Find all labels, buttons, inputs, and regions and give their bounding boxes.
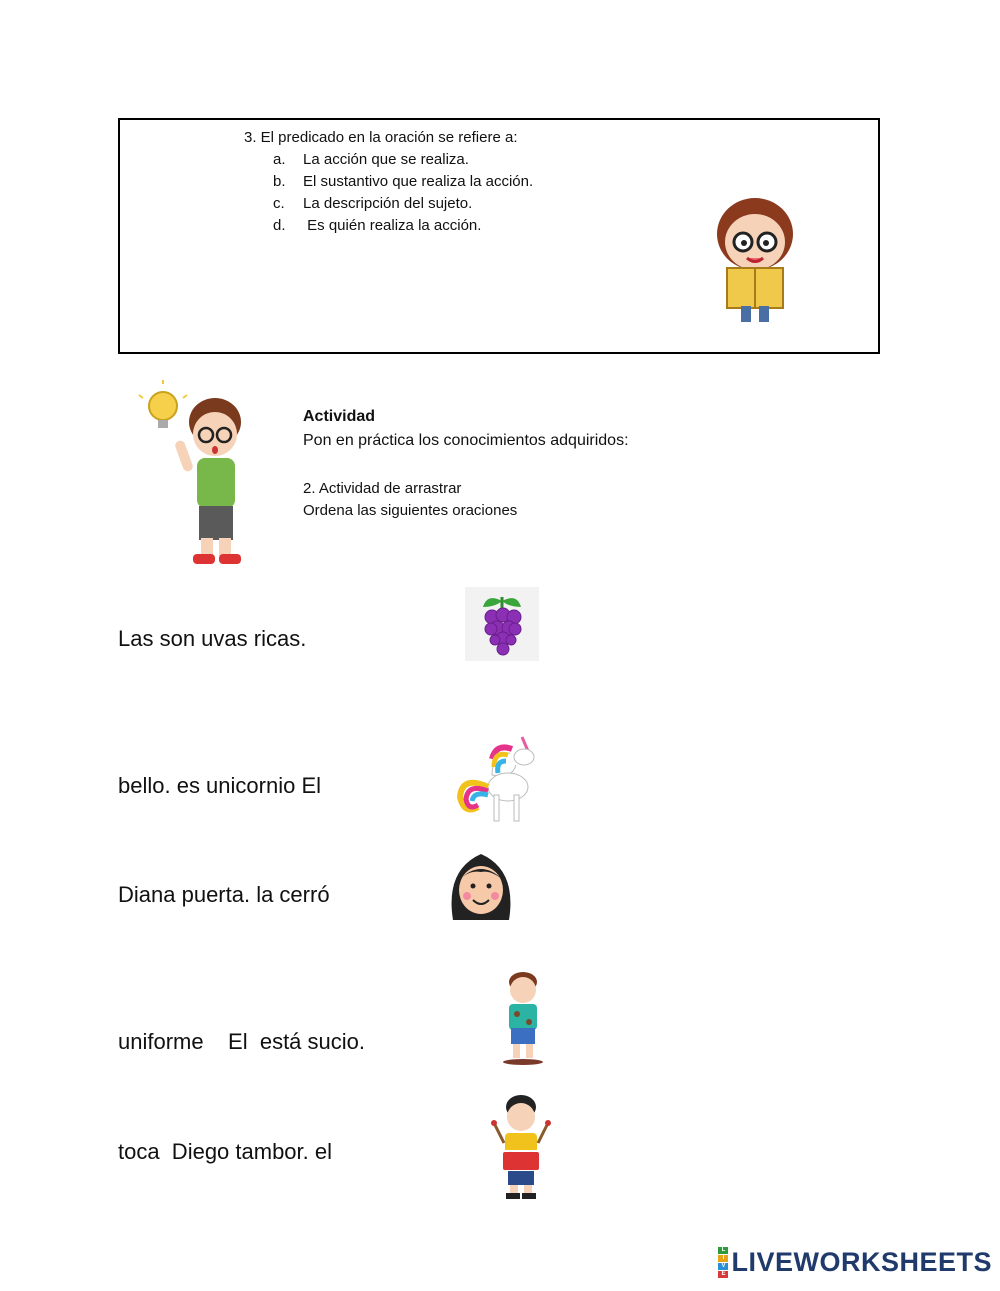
- dirty-boy-image: [493, 970, 553, 1066]
- option-b[interactable]: [273, 173, 533, 190]
- option-letter: a.: [273, 151, 286, 168]
- activity-subtitle: 2. Actividad de arrastrar: [303, 480, 462, 497]
- badge-letter: V: [718, 1263, 728, 1270]
- option-text: La acción que se realiza.: [303, 151, 469, 168]
- sentence-2[interactable]: bello. es unicornio El: [118, 773, 322, 798]
- question-title: 3. El predicado en la oración se refiere a:: [244, 129, 518, 146]
- girl-face-image: [445, 850, 517, 922]
- reading-boy-image: [705, 190, 805, 326]
- badge-letter: L: [718, 1247, 728, 1254]
- liveworksheets-logo: [718, 1247, 992, 1277]
- badge-letter: I: [718, 1255, 728, 1262]
- activity-instruction: Ordena las siguientes oraciones: [303, 502, 518, 519]
- live-badge: [718, 1246, 728, 1278]
- option-d[interactable]: [273, 217, 481, 234]
- sentence-1[interactable]: Las son uvas ricas.: [118, 626, 307, 651]
- logo-text: LIVEWORKSHEETS: [731, 1246, 992, 1277]
- option-letter: c.: [273, 195, 285, 212]
- option-text: El sustantivo que realiza la acción.: [303, 173, 534, 190]
- option-text: La descripción del sujeto.: [303, 195, 473, 212]
- drummer-boy-image: [488, 1093, 554, 1203]
- sentence-3[interactable]: Diana puerta. la cerró: [118, 882, 330, 907]
- option-text: Es quién realiza la acción.: [303, 217, 482, 234]
- option-letter: b.: [273, 173, 286, 190]
- sentence-5[interactable]: toca Diego tambor. el: [118, 1139, 333, 1164]
- option-c[interactable]: [273, 195, 472, 212]
- activity-intro: Pon en práctica los conocimientos adquiridos:: [303, 432, 629, 449]
- option-letter: d.: [273, 217, 286, 234]
- unicorn-image: [452, 735, 544, 825]
- grapes-image: [465, 587, 539, 661]
- option-a[interactable]: [273, 151, 469, 168]
- activity-title: Actividad: [303, 408, 376, 425]
- thinking-boy-image: [135, 380, 265, 580]
- badge-letter: E: [718, 1271, 728, 1278]
- sentence-4[interactable]: uniforme El está sucio.: [118, 1029, 365, 1054]
